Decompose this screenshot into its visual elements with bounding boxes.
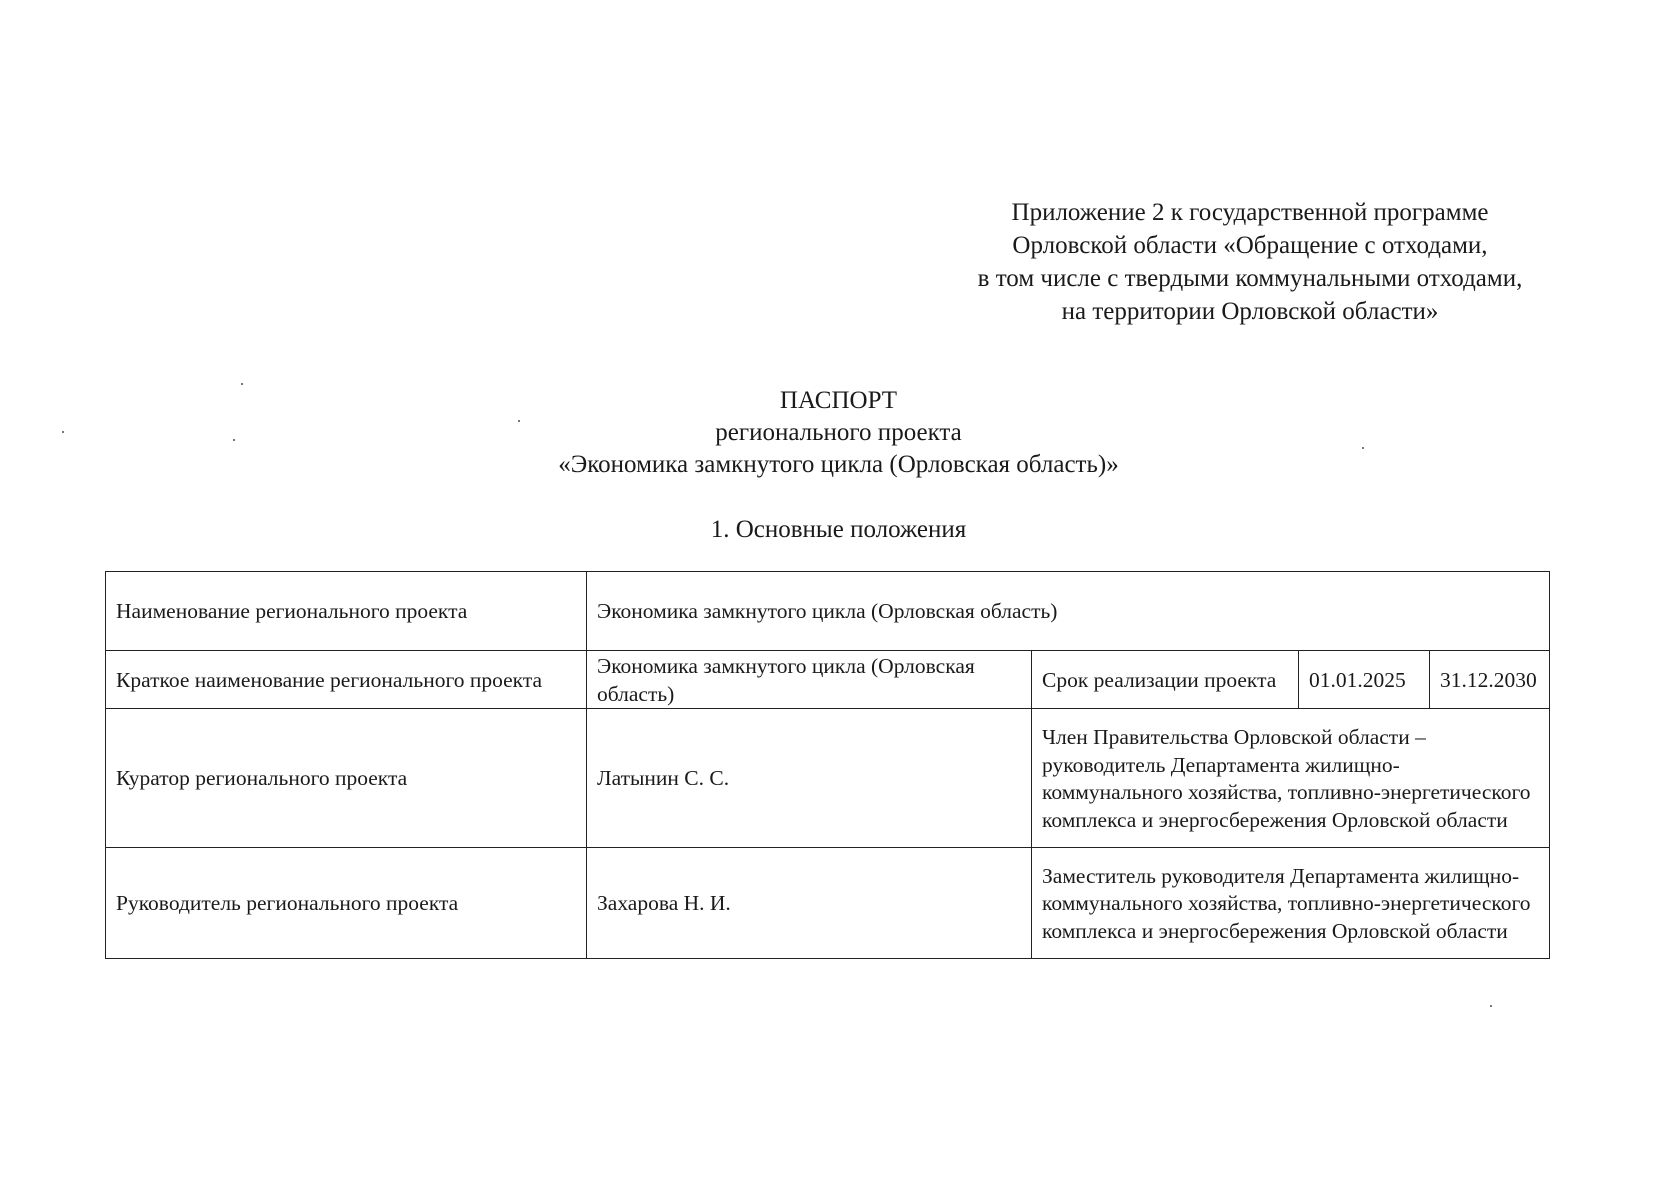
curator-label: Куратор регионального проекта [106, 709, 587, 848]
appendix-line-4: на территории Орловской области» [1061, 298, 1439, 325]
scan-speck [1490, 1005, 1492, 1007]
project-name-label: Наименование регионального проекта [106, 572, 587, 651]
end-date: 31.12.2030 [1430, 651, 1550, 709]
scan-speck [241, 383, 243, 385]
appendix-header [920, 196, 1580, 328]
table-row-head [106, 848, 1550, 959]
head-label: Руководитель регионального проекта [106, 848, 587, 959]
section-title: 1. Основные положения [710, 516, 967, 543]
start-date: 01.01.2025 [1299, 651, 1430, 709]
project-name-value: Экономика замкнутого цикла (Орловская область) [587, 572, 1550, 651]
passport-project-name: «Экономика замкнутого цикла (Орловская область)» [558, 451, 1119, 478]
table-row-curator [106, 709, 1550, 848]
period-label: Срок реализации проекта [1032, 651, 1299, 709]
short-name-value: Экономика замкнутого цикла (Орловская область) [587, 651, 1032, 709]
head-position: Заместитель руководителя Департамента жилищно-коммунального хозяйства, топливно-энергетического комплекса и энергосбережения Орловской области [1032, 848, 1550, 959]
curator-person: Латынин С. С. [587, 709, 1032, 848]
passport-heading [0, 385, 1677, 481]
appendix-line-1: Приложение 2 к государственной программе [1011, 199, 1489, 226]
curator-position: Член Правительства Орловской области – руководитель Департамента жилищно-коммунального хозяйства, топливно-энергетического комплекса и энергосбережения Орловской области [1032, 709, 1550, 848]
table-row-name [106, 572, 1550, 651]
appendix-line-2: Орловской области «Обращение с отходами, [1012, 232, 1488, 259]
passport-title: ПАСПОРТ [779, 387, 898, 414]
short-name-label: Краткое наименование регионального проекта [106, 651, 587, 709]
scan-speck [62, 431, 64, 433]
table-row-short-name [106, 651, 1550, 709]
scan-speck [233, 439, 235, 441]
scan-speck [518, 420, 520, 422]
appendix-line-3: в том числе с твердыми коммунальными отходами, [977, 265, 1523, 292]
main-provisions-table [105, 571, 1550, 959]
scan-speck [1362, 447, 1364, 449]
head-person: Захарова Н. И. [587, 848, 1032, 959]
passport-subtitle: регионального проекта [715, 419, 962, 446]
